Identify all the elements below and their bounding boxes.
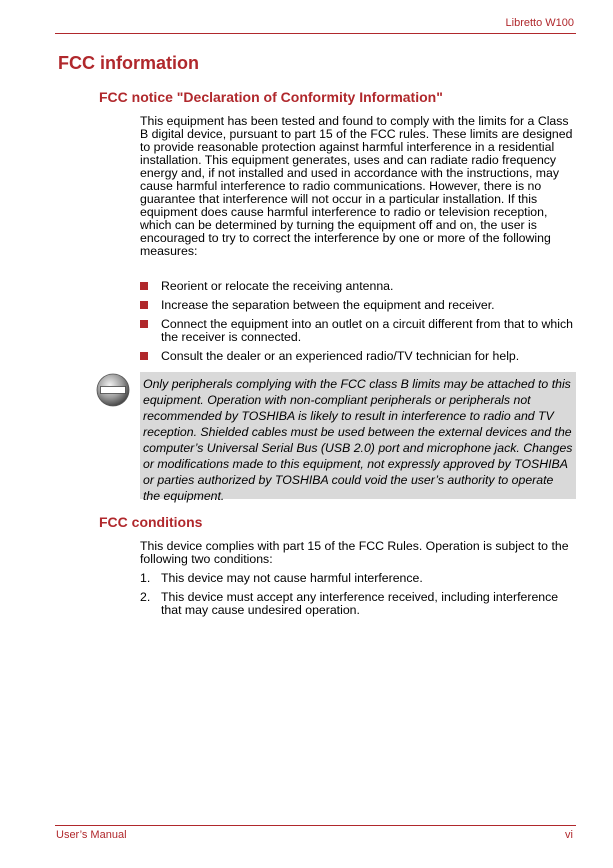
conditions-list bbox=[140, 572, 576, 623]
note-box bbox=[140, 372, 576, 503]
bullet-square-icon bbox=[140, 352, 148, 360]
list-item: Increase the separation between the equipment and receiver. bbox=[140, 299, 576, 312]
page-number: vi bbox=[565, 829, 573, 841]
conditions-heading: FCC conditions bbox=[99, 514, 203, 530]
bullet-square-icon bbox=[140, 301, 148, 309]
note-text: Only peripherals complying with the FCC class B limits may be attached to this equipment. Operation with non-compliant peripherals or peripherals not recommended by TOSHIBA is likely to result in interference to radio and TV reception. Shielded cables must be used between the external devices and the computer’s Universal Serial Bus (USB 2.0) port and microphone jack. Changes or modifications made to this equipment, not expressly approved by TOSHIBA or parties authorized by TOSHIBA could void the user’s authority to operate the equipment. bbox=[143, 377, 573, 503]
footer-rule bbox=[55, 825, 576, 826]
conditions-paragraph: This device complies with part 15 of the FCC Rules. Operation is subject to the following two conditions: bbox=[140, 539, 569, 566]
list-item: Reorient or relocate the receiving antenna. bbox=[140, 280, 576, 293]
notice-heading: FCC notice "Declaration of Conformity Information" bbox=[99, 89, 443, 105]
section-title: FCC information bbox=[58, 53, 199, 73]
measures-list bbox=[140, 280, 576, 369]
bullet-square-icon bbox=[140, 320, 148, 328]
no-entry-icon bbox=[96, 373, 130, 407]
list-item: Connect the equipment into an outlet on a circuit different from that to which the receiver is connected. bbox=[140, 318, 576, 344]
bullet-square-icon bbox=[140, 282, 148, 290]
list-item: 2. This device must accept any interference received, including interference that may cause undesired operation. bbox=[140, 590, 559, 617]
header-rule bbox=[55, 33, 576, 34]
item-number: 1. bbox=[140, 571, 151, 585]
footer-manual-label: User’s Manual bbox=[56, 829, 127, 841]
list-item: 1. This device may not cause harmful interference. bbox=[140, 571, 423, 585]
list-item: Consult the dealer or an experienced radio/TV technician for help. bbox=[140, 350, 576, 363]
item-number: 2. bbox=[140, 590, 151, 604]
notice-paragraph: This equipment has been tested and found to comply with the limits for a Class B digital device, pursuant to part 15 of the FCC rules. These limits are designed to provide reasonable protection against harmful interference in a residential installation. This equipment generates, uses and can radiate radio frequency energy and, if not installed and used in accordance with the instructions, may cause harmful interference to radio communications. However, there is no guarantee that interference will not occur in a particular installation. If this equipment does cause harmful interference to radio or television reception, which can be determined by turning the equipment off and on, the user is encouraged to try to correct the interference by one or more of the following measures: bbox=[140, 114, 573, 258]
running-header: Libretto W100 bbox=[505, 17, 574, 29]
